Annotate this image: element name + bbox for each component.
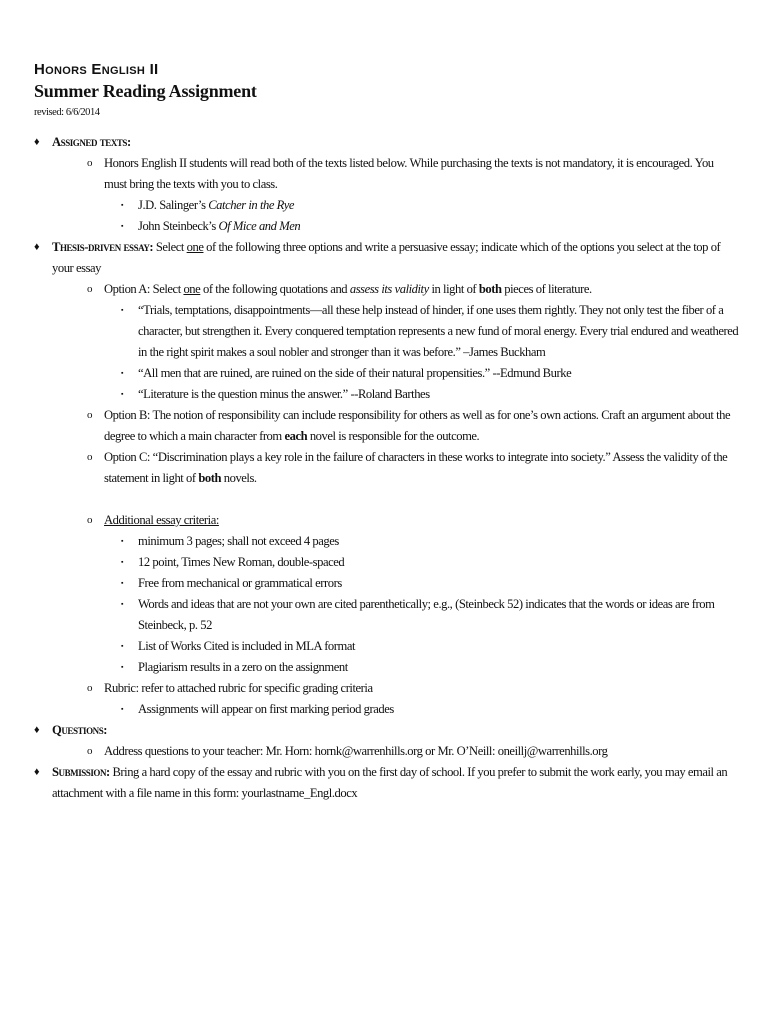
square-bullet-icon: ▪ — [121, 705, 124, 713]
criteria-text: 12 point, Times New Roman, double-spaced — [138, 555, 345, 569]
section-label: Submission: — [52, 765, 110, 779]
spacer — [34, 489, 739, 510]
criteria-item — [34, 657, 739, 678]
criteria-item — [34, 531, 739, 552]
square-bullet-icon: ▪ — [121, 558, 124, 566]
option-b-text: Option B: The notion of responsibility can include responsibility for others as well as for one’s own actions. Craft an argument about the degree to which a main character from — [104, 408, 731, 443]
square-bullet-icon: ▪ — [121, 663, 124, 671]
book-title: Of Mice and Men — [218, 219, 301, 233]
circle-bullet-icon: o — [87, 451, 93, 463]
criteria-item — [34, 636, 739, 657]
section-questions — [34, 720, 739, 741]
questions-text: Address questions to your teacher: Mr. Horn: hornk@warrenhills.org or Mr. O’Neill: oneillj@warrenhills.org — [104, 744, 608, 758]
square-bullet-icon: ▪ — [121, 222, 124, 230]
criteria-text: Plagiarism results in a zero on the assignment — [138, 660, 348, 674]
option-c-text: Option C: “Discrimination plays a key role in the failure of characters in these works to integrate into society.” Assess the validity of the statement in light of — [104, 450, 728, 485]
book-author: J.D. Salinger’s — [138, 198, 209, 212]
rubric-text: Rubric: refer to attached rubric for specific grading criteria — [104, 681, 373, 695]
thesis-text: of the following three options and write a persuasive essay; indicate which of the options you select at the top of your essay — [52, 240, 721, 275]
rubric — [34, 678, 739, 699]
section-label: Assigned texts: — [52, 135, 131, 149]
section-thesis-essay — [34, 237, 739, 279]
assigned-texts-note — [34, 153, 739, 195]
emphasis-each: each — [284, 429, 308, 443]
option-c — [34, 447, 739, 489]
quote-text: “All men that are ruined, are ruined on the side of their natural propensities.” --Edmund Burke — [138, 366, 572, 380]
square-bullet-icon: ▪ — [121, 369, 124, 377]
emphasis-one: one — [183, 282, 201, 296]
diamond-bullet-icon: ♦ — [34, 766, 40, 778]
criteria-item — [34, 594, 739, 636]
diamond-bullet-icon: ♦ — [34, 724, 40, 736]
square-bullet-icon: ▪ — [121, 642, 124, 650]
course-name: Honors English II — [34, 61, 159, 78]
rubric-item — [34, 699, 739, 720]
book-item — [34, 195, 739, 216]
quote-item — [34, 300, 739, 363]
emphasis-both: both — [198, 471, 222, 485]
option-a-text: pieces of literature. — [501, 282, 592, 296]
quote-item — [34, 363, 739, 384]
option-a-text: of the following quotations and — [200, 282, 350, 296]
submission-text: Bring a hard copy of the essay and rubric with you on the first day of school. If you prefer to submit the work early, you may email an attachment with a file name in this form: yourlastname_Engl.docx — [52, 765, 728, 800]
option-b — [34, 405, 739, 447]
criteria-text: Free from mechanical or grammatical errors — [138, 576, 342, 590]
questions-contact — [34, 741, 739, 762]
essay-criteria — [34, 510, 739, 531]
circle-bullet-icon: o — [87, 157, 93, 169]
criteria-label: Additional essay criteria: — [104, 513, 219, 527]
circle-bullet-icon: o — [87, 409, 93, 421]
square-bullet-icon: ▪ — [121, 390, 124, 398]
square-bullet-icon: ▪ — [121, 600, 124, 608]
square-bullet-icon: ▪ — [121, 306, 124, 314]
thesis-text: Select — [153, 240, 187, 254]
option-b-text: novel is responsible for the outcome. — [307, 429, 480, 443]
book-author: John Steinbeck’s — [138, 219, 219, 233]
section-label: Questions: — [52, 723, 108, 737]
book-title: Catcher in the Rye — [208, 198, 294, 212]
option-a-text: in light of — [428, 282, 479, 296]
circle-bullet-icon: o — [87, 514, 93, 526]
quote-item — [34, 384, 739, 405]
option-a-text: Option A: Select — [104, 282, 184, 296]
quote-text: “Trials, temptations, disappointments—all these help instead of hinder, if one uses them rightly. They not only test the fiber of a character, but strengthen it. Every conquered temptation represents a new fund of moral energy. Every trial endured and weathered in the right spirit makes a soul nobler and stronger than it was before.” –James Buckham — [138, 303, 739, 359]
document-content — [34, 60, 739, 804]
section-assigned-texts — [34, 132, 739, 153]
document-title: Summer Reading Assignment — [34, 81, 257, 101]
criteria-text: minimum 3 pages; shall not exceed 4 pages — [138, 534, 339, 548]
option-c-text: novels. — [221, 471, 257, 485]
assigned-texts-note-text: Honors English II students will read both of the texts listed below. While purchasing the texts is not mandatory, it is encouraged. You must bring the texts with you to class. — [104, 156, 714, 191]
criteria-text: List of Works Cited is included in MLA format — [138, 639, 356, 653]
section-submission — [34, 762, 739, 804]
section-label: Thesis-driven essay: — [52, 240, 154, 254]
emphasis-assess: assess its validity — [349, 282, 429, 296]
square-bullet-icon: ▪ — [121, 579, 124, 587]
quote-text: “Literature is the question minus the answer.” --Roland Barthes — [138, 387, 430, 401]
square-bullet-icon: ▪ — [121, 537, 124, 545]
circle-bullet-icon: o — [87, 745, 93, 757]
rubric-item-text: Assignments will appear on first marking period grades — [138, 702, 394, 716]
criteria-item — [34, 552, 739, 573]
option-a — [34, 279, 739, 300]
circle-bullet-icon: o — [87, 283, 93, 295]
emphasis-one: one — [186, 240, 204, 254]
emphasis-both: both — [478, 282, 502, 296]
diamond-bullet-icon: ♦ — [34, 241, 40, 253]
square-bullet-icon: ▪ — [121, 201, 124, 209]
criteria-text: Words and ideas that are not your own are cited parenthetically; e.g., (Steinbeck 52) indicates that the words or ideas are from Steinbeck, p. 52 — [138, 597, 715, 632]
circle-bullet-icon: o — [87, 682, 93, 694]
book-item — [34, 216, 739, 237]
revised-date: revised: 6/6/2014 — [34, 107, 100, 118]
criteria-item — [34, 573, 739, 594]
diamond-bullet-icon: ♦ — [34, 136, 40, 148]
